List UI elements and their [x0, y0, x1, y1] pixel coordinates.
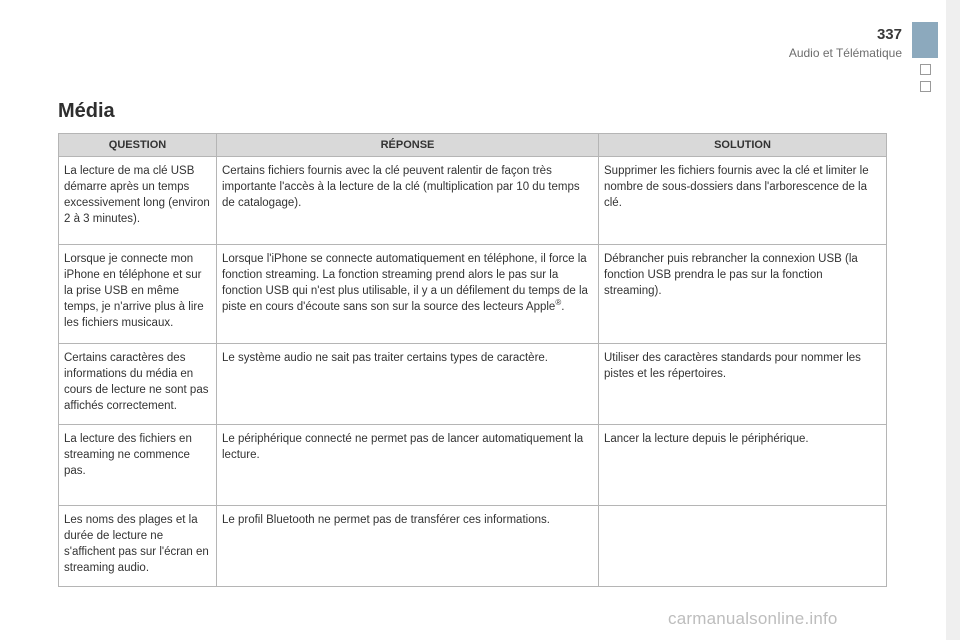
answer-cell: Le système audio ne sait pas traiter certains types de caractère.	[217, 344, 599, 425]
answer-period: .	[561, 301, 565, 313]
question-cell: Certains caractères des informations du média en cours de lecture ne sont pas affichés correctement.	[59, 344, 217, 425]
solution-cell: Utiliser des caractères standards pour nommer les pistes et les répertoires.	[599, 344, 887, 425]
solution-cell	[599, 506, 887, 587]
question-cell: Les noms des plages et la durée de lecture ne s'affichent pas sur l'écran en streaming audio.	[59, 506, 217, 587]
question-cell: La lecture de ma clé USB démarre après un temps excessivement long (environ 2 à 3 minutes).	[59, 157, 217, 245]
solution-cell: Supprimer les fichiers fournis avec la clé et limiter le nombre de sous-dossiers dans l'arborescence de la clé.	[599, 157, 887, 245]
question-cell: Lorsque je connecte mon iPhone en téléphone et sur la prise USB en même temps, je n'arrive plus à lire les fichiers musicaux.	[59, 245, 217, 344]
table-row	[59, 344, 887, 425]
question-cell: La lecture des fichiers en streaming ne commence pas.	[59, 425, 217, 506]
column-header-answer: RÉPONSE	[217, 134, 599, 157]
troubleshooting-table	[58, 133, 887, 587]
table-row	[59, 245, 887, 344]
answer-cell: Le profil Bluetooth ne permet pas de transférer ces informations.	[217, 506, 599, 587]
watermark: carmanualsonline.info	[668, 609, 838, 628]
answer-cell: Certains fichiers fournis avec la clé peuvent ralentir de façon très importante l'accès à la lecture de la clé (multiplication par 10 du temps de catalogage).	[217, 157, 599, 245]
page-title: Média	[58, 100, 115, 122]
table-row	[59, 157, 887, 245]
column-header-solution: SOLUTION	[599, 134, 887, 157]
registered-mark: ®	[555, 298, 562, 308]
table-row	[59, 425, 887, 506]
chapter-box-icon	[920, 81, 931, 92]
page-number: 337	[876, 26, 902, 43]
chapter-box-icon	[920, 64, 931, 75]
page-edge-strip	[946, 0, 960, 640]
solution-cell: Débrancher puis rebrancher la connexion USB (la fonction USB prendra le pas sur la fonction streaming).	[599, 245, 887, 344]
table-row	[59, 506, 887, 587]
section-title: Audio et Télématique	[788, 46, 902, 60]
chapter-tab	[912, 22, 938, 58]
answer-cell: Le périphérique connecté ne permet pas de lancer automatiquement la lecture.	[217, 425, 599, 506]
column-header-question: QUESTION	[59, 134, 217, 157]
table-header-row	[59, 134, 887, 157]
answer-cell	[217, 245, 599, 344]
answer-text: Lorsque l'iPhone se connecte automatiquement en téléphone, il force la fonction streaming. La fonction streaming prend alors le pas sur la fonction USB qui n'est plus utilisable, il y a un défilement du temps de la piste en cours d'écoute sans son sur la source des lecteurs Apple	[222, 253, 588, 313]
solution-cell: Lancer la lecture depuis le périphérique.	[599, 425, 887, 506]
